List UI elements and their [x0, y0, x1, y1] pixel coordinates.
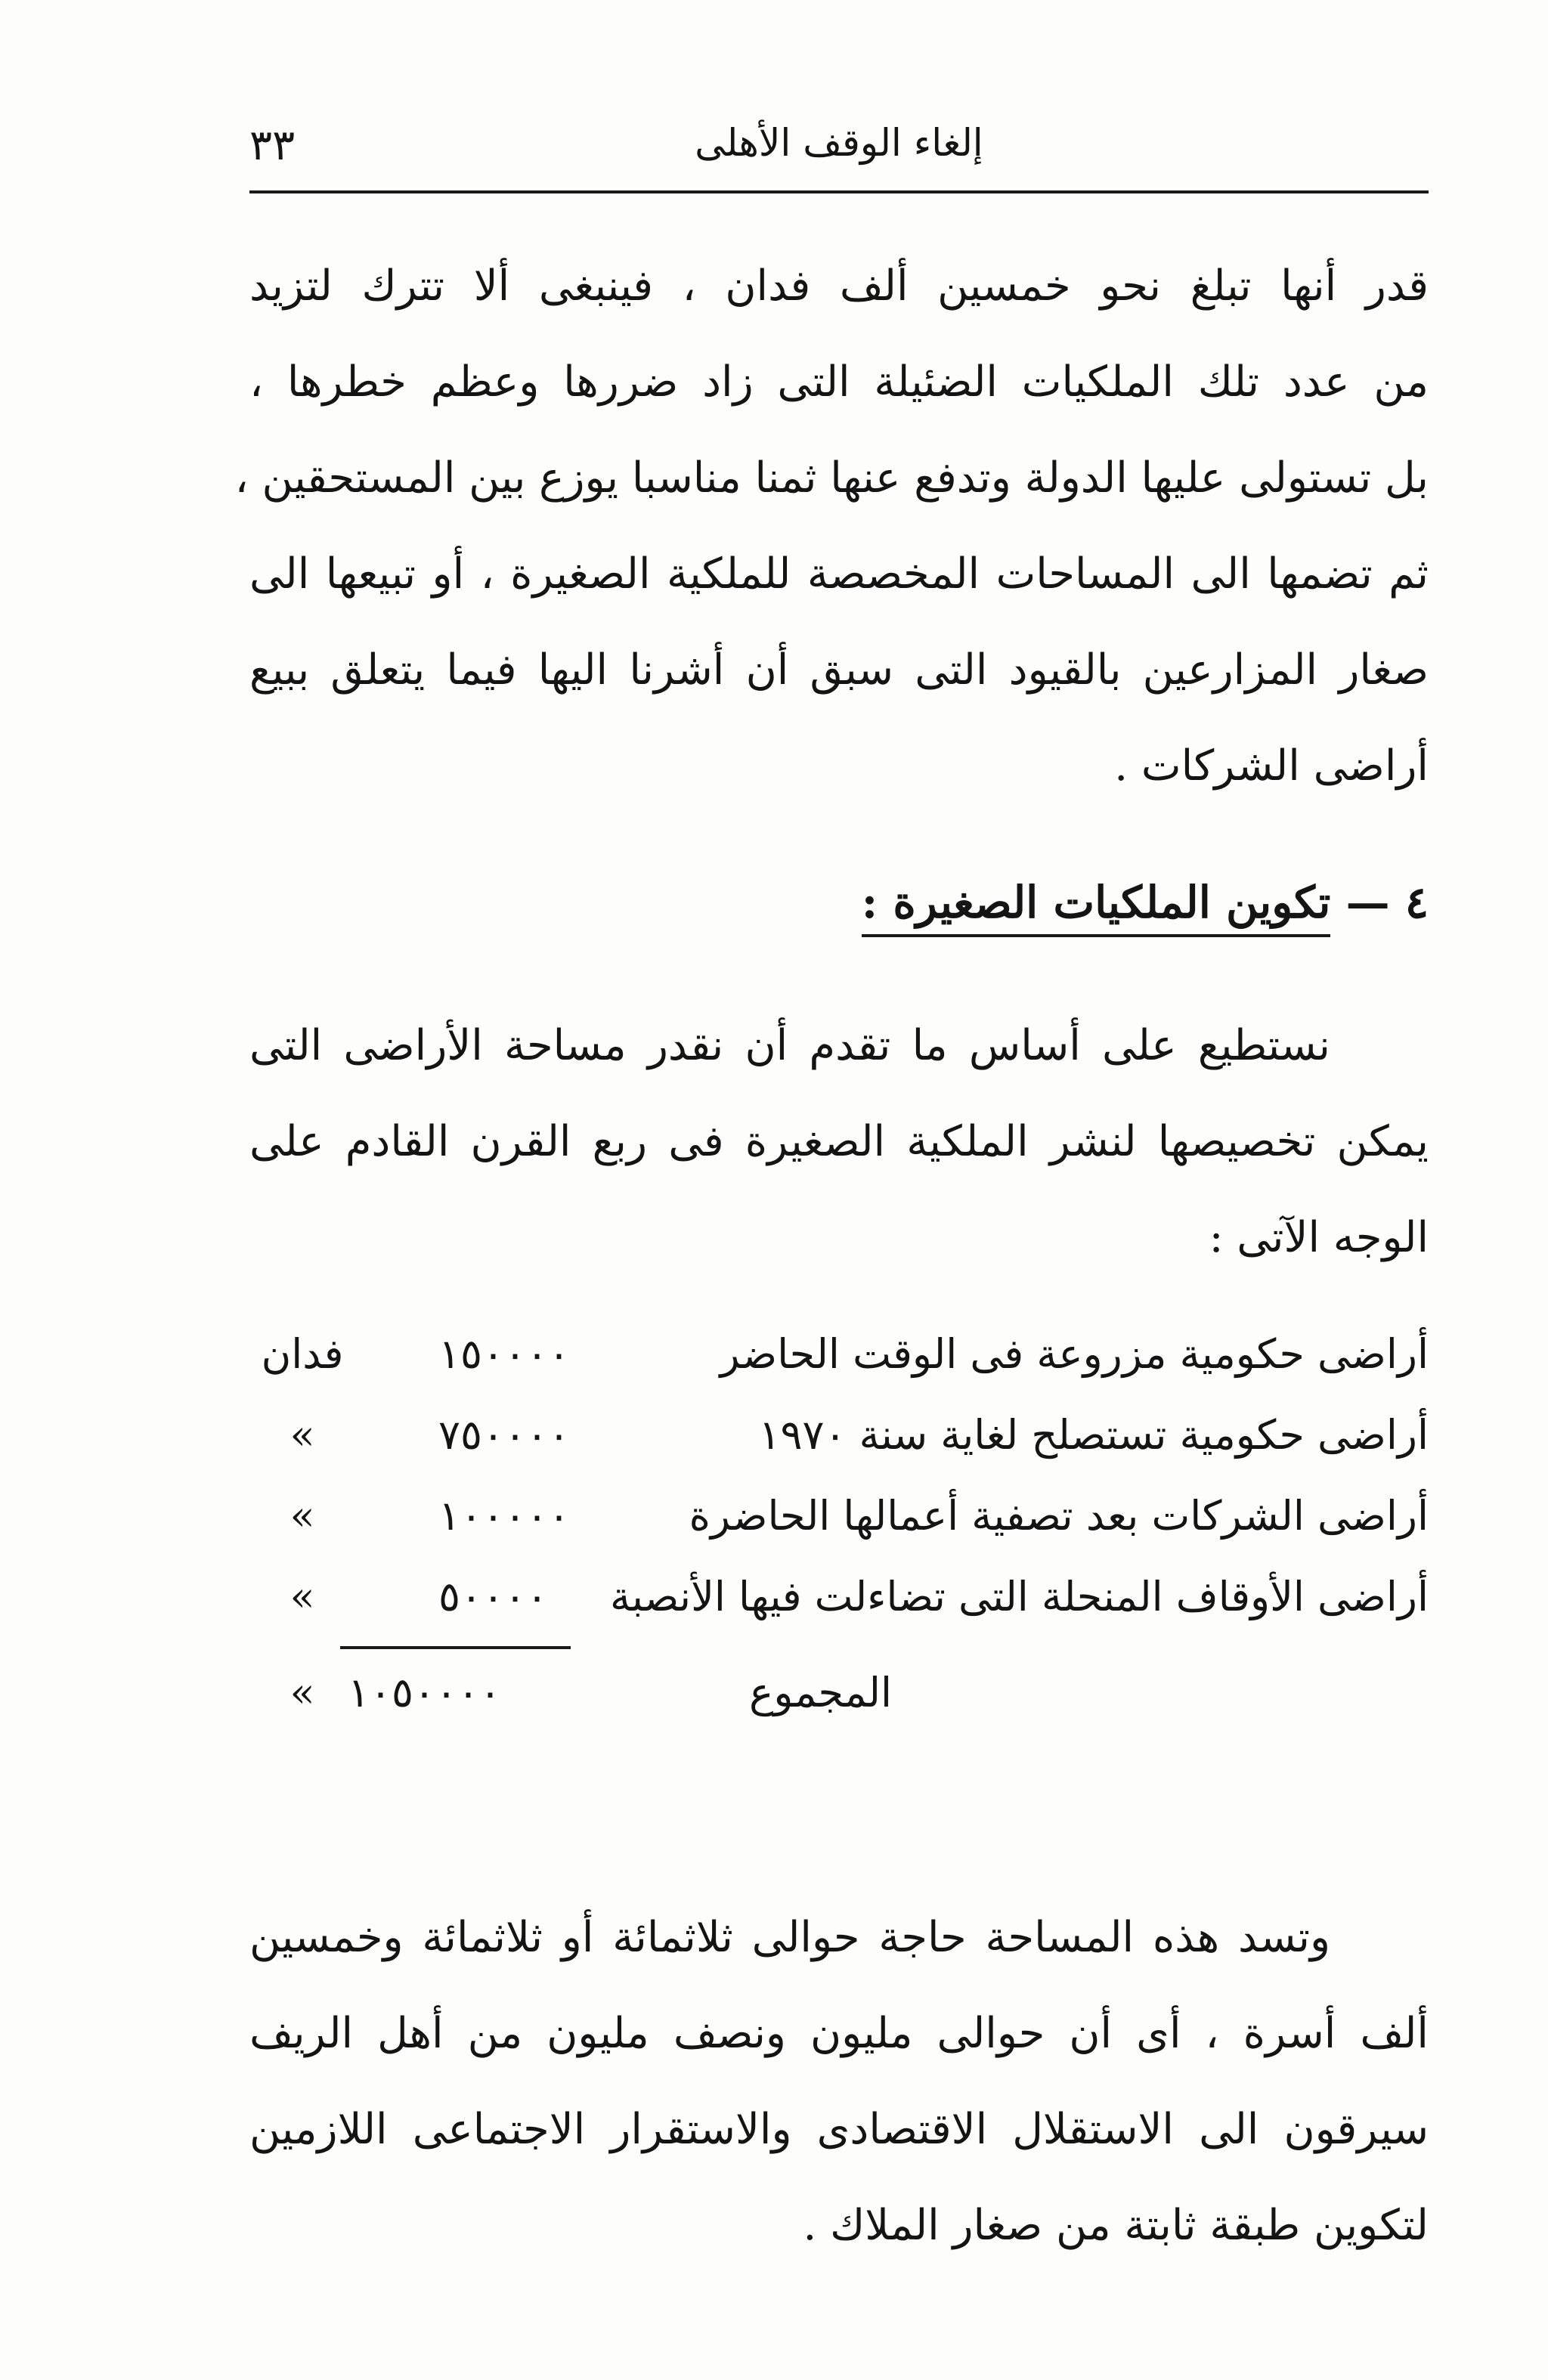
paragraph-1: [234, 238, 1429, 814]
page-header: [249, 113, 1429, 189]
row-unit: فدان: [261, 1330, 344, 1378]
table-row: [249, 1565, 1429, 1646]
row-unit: »: [289, 1573, 315, 1620]
sum-rule: [249, 1646, 1429, 1661]
paragraph-1-line: ثم تضمها الى المساحات المخصصة للملكية الصغيرة ، أو تبيعها الى: [249, 549, 1429, 599]
land-area-table: [249, 1323, 1429, 1742]
row-value: ٧٥٠٠٠٠: [438, 1411, 571, 1459]
header-rule: [249, 190, 1429, 193]
row-value: ١٠٠٠٠٠: [438, 1492, 571, 1540]
paragraph-2-line: الوجه الآتى :: [1209, 1213, 1429, 1262]
page-number: ٣٣: [249, 121, 296, 170]
paragraph-1-line: بل تستولى عليها الدولة وتدفع عنها ثمنا مناسبا يوزع بين المستحقين ،: [234, 453, 1429, 503]
sum-rule-line: [340, 1646, 571, 1649]
row-label: أراضى حكومية تستصلح لغاية سنة ١٩٧٠: [758, 1411, 1429, 1459]
total-unit: »: [289, 1669, 315, 1716]
row-label: أراضى حكومية مزروعة فى الوقت الحاضر: [720, 1330, 1429, 1378]
table-row: [249, 1484, 1429, 1565]
paragraph-1-line: أراضى الشركات .: [1114, 741, 1429, 791]
section-title: تكوين الملكيات الصغيرة :: [862, 877, 1331, 937]
section-heading: [862, 877, 1429, 928]
row-label: أراضى الشركات بعد تصفية أعمالها الحاضرة: [689, 1492, 1429, 1540]
table-row: [249, 1404, 1429, 1484]
paragraph-2-line: يمكن تخصيصها لنشر الملكية الصغيرة فى ربع القرن القادم على: [249, 1117, 1429, 1166]
paragraph-1-line: من عدد تلك الملكيات الضئيلة التى زاد ضررها وعظم خطرها ،: [249, 357, 1429, 407]
running-title: إلغاء الوقف الأهلى: [695, 121, 983, 165]
table-total-row: [249, 1661, 1429, 1742]
section-number: ٤ —: [1345, 877, 1429, 928]
paragraph-2: [249, 998, 1429, 1286]
row-unit: »: [289, 1411, 315, 1459]
row-label: أراضى الأوقاف المنحلة التى تضاءلت فيها الأنصبة: [609, 1573, 1429, 1620]
paragraph-3-line: لتكوين طبقة ثابتة من صغار الملاك .: [803, 2201, 1429, 2250]
paragraph-3-line: سيرقون الى الاستقلال الاقتصادى والاستقرار الاجتماعى اللازمين: [249, 2105, 1429, 2154]
paragraph-1-line: قدر أنها تبلغ نحو خمسين ألف فدان ، فينبغى ألا تترك لتزيد: [249, 262, 1429, 311]
row-unit: »: [289, 1492, 315, 1540]
paragraph-2-line: نستطيع على أساس ما تقدم أن نقدر مساحة الأراضى التى: [249, 1021, 1330, 1070]
row-value: ١٥٠٠٠٠: [438, 1330, 571, 1378]
table-row: [249, 1323, 1429, 1404]
paragraph-1-line: صغار المزارعين بالقيود التى سبق أن أشرنا اليها فيما يتعلق ببيع: [249, 645, 1429, 695]
paragraph-3-line: وتسد هذه المساحة حاجة حوالى ثلاثمائة أو ثلاثمائة وخمسين: [249, 1913, 1330, 1962]
total-value: ١٠٥٠٠٠٠: [348, 1669, 502, 1716]
total-label: المجموع: [749, 1669, 892, 1716]
paragraph-3: [249, 1889, 1429, 2273]
paragraph-3-line: ألف أسرة ، أى أن حوالى مليون ونصف مليون من أهل الريف: [249, 2009, 1429, 2058]
row-value: ٥٠٠٠٠: [438, 1573, 549, 1620]
